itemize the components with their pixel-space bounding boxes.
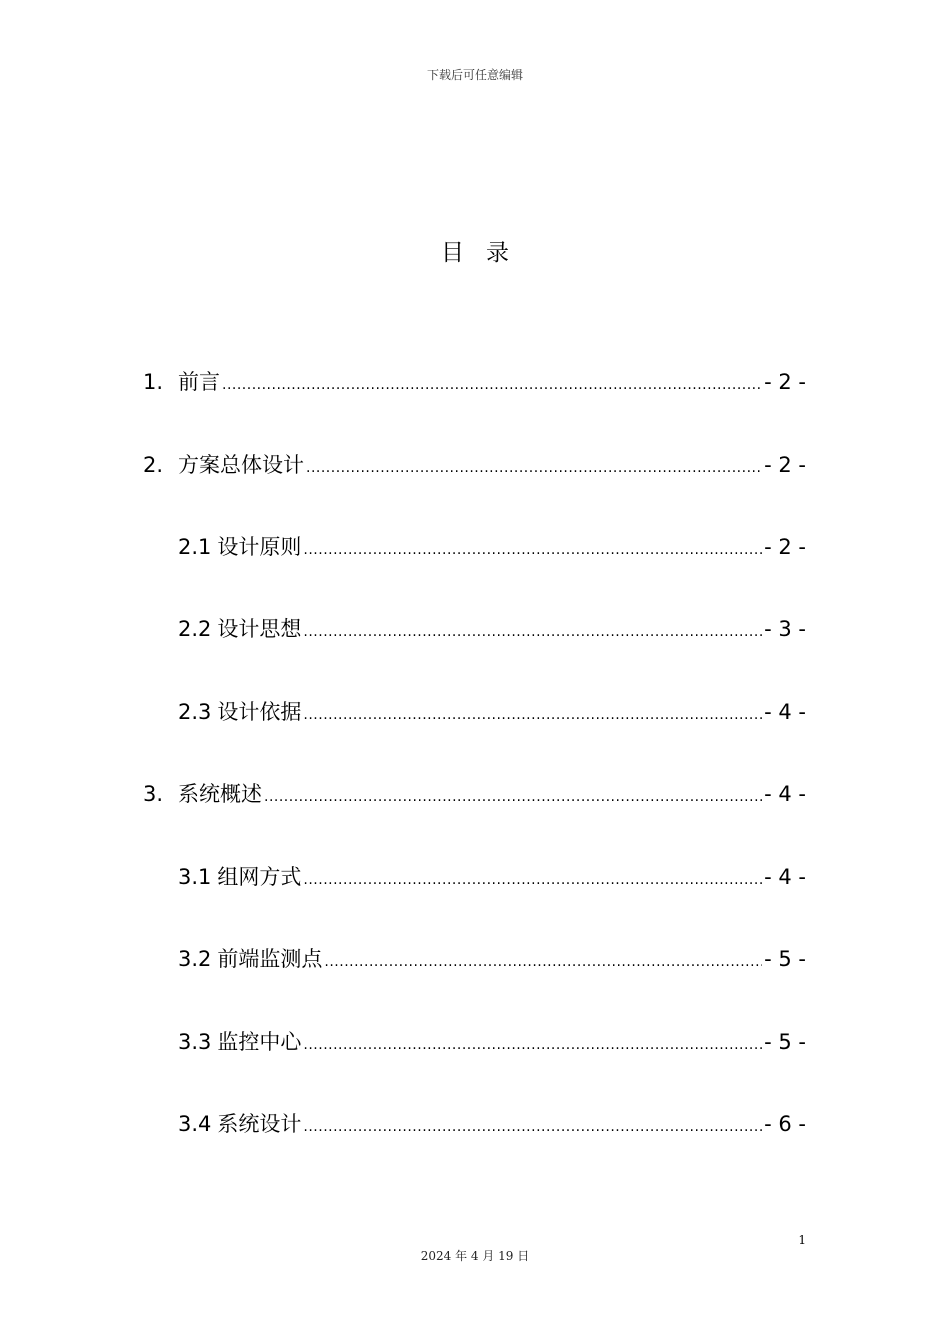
toc-entry-3-4[interactable] <box>178 1109 806 1139</box>
toc-entry-title: 系统概述 <box>178 782 262 806</box>
toc-entry-number: 2.1 <box>178 535 212 559</box>
toc-entry-number: 1. <box>143 370 164 394</box>
toc-entry-page: - 4 - <box>764 865 806 889</box>
toc-entry-title: 组网方式 <box>217 865 302 889</box>
toc-entry-3-3[interactable] <box>178 1027 806 1057</box>
page-number: 1 <box>798 1233 806 1247</box>
toc-dot-leader <box>303 865 762 895</box>
toc-entry-title: 设计依据 <box>217 700 302 724</box>
toc-entry-2[interactable] <box>143 450 806 480</box>
toc-entry-number: 3.2 <box>178 947 212 971</box>
toc-entry-3-2[interactable] <box>178 944 806 974</box>
toc-entry-1[interactable] <box>143 367 806 397</box>
toc-entry-number: 3. <box>143 782 164 806</box>
toc-entry-title: 前端监测点 <box>217 947 323 971</box>
toc-entry-title: 方案总体设计 <box>178 453 304 477</box>
toc-dot-leader <box>324 947 762 977</box>
toc-entry-title: 设计思想 <box>217 617 302 641</box>
toc-dot-leader <box>306 453 762 483</box>
toc-entry-2-2[interactable] <box>178 614 806 644</box>
toc-entry-title: 设计原则 <box>217 535 302 559</box>
toc-entry-number: 3.1 <box>178 865 212 889</box>
toc-entry-page: - 2 - <box>764 535 806 559</box>
toc-entry-page: - 4 - <box>764 700 806 724</box>
toc-entry-number: 2.3 <box>178 700 212 724</box>
toc-dot-leader <box>303 1030 762 1060</box>
toc-entry-title: 前言 <box>178 370 220 394</box>
toc-entry-page: - 4 - <box>764 782 806 806</box>
toc-entry-title: 监控中心 <box>217 1030 302 1054</box>
toc-entry-3-1[interactable] <box>178 862 806 892</box>
toc-dot-leader <box>264 782 762 812</box>
toc-entry-number: 2. <box>143 453 164 477</box>
toc-entry-number: 3.3 <box>178 1030 212 1054</box>
toc-entry-2-1[interactable] <box>178 532 806 562</box>
toc-entry-page: - 2 - <box>764 453 806 477</box>
toc-dot-leader <box>303 617 762 647</box>
toc-entry-page: - 5 - <box>764 1030 806 1054</box>
toc-entry-page: - 6 - <box>764 1112 806 1136</box>
toc-entry-number: 3.4 <box>178 1112 212 1136</box>
toc-entry-page: - 5 - <box>764 947 806 971</box>
toc-entry-number: 2.2 <box>178 617 212 641</box>
toc-dot-leader <box>303 1112 762 1142</box>
footer-date: 2024 年 4 月 19 日 <box>420 1249 530 1263</box>
toc-entry-page: - 3 - <box>764 617 806 641</box>
header-note: 下载后可任意编辑 <box>426 68 523 82</box>
toc-entry-title: 系统设计 <box>217 1112 302 1136</box>
toc-entry-page: - 2 - <box>764 370 806 394</box>
toc-title: 目录 <box>441 240 531 266</box>
toc-entry-3[interactable] <box>143 779 806 809</box>
toc-dot-leader <box>303 535 762 565</box>
toc-dot-leader <box>222 370 762 400</box>
toc-entry-2-3[interactable] <box>178 697 806 727</box>
toc-dot-leader <box>303 700 762 730</box>
